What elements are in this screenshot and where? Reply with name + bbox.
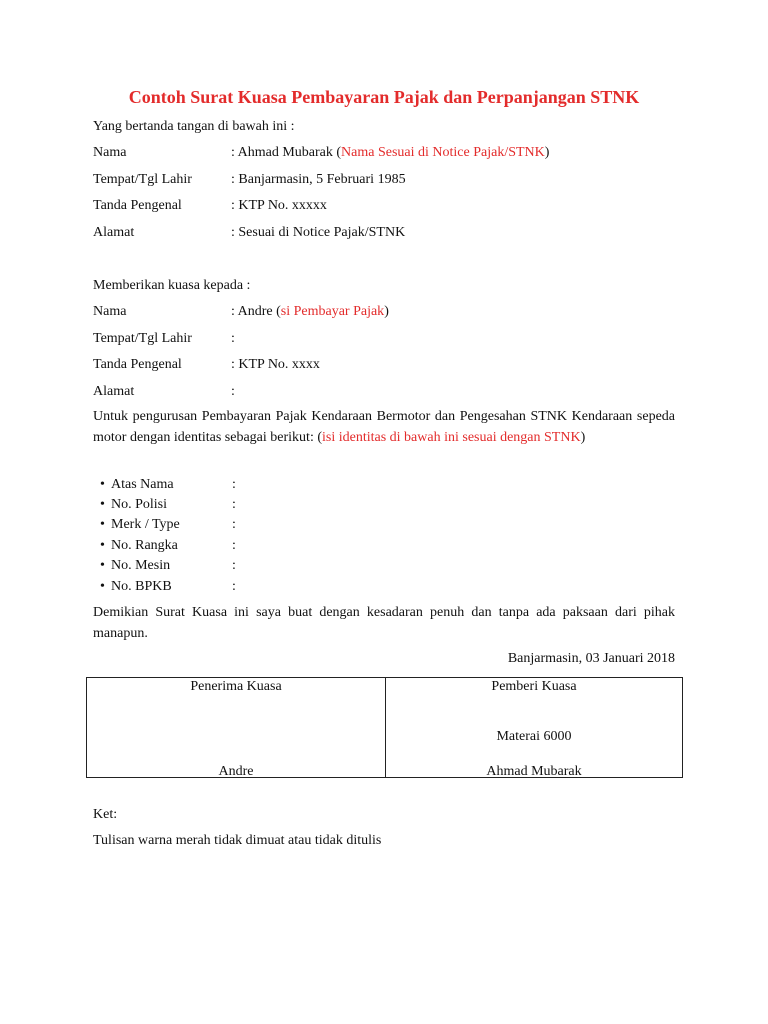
vehicle-item-colon: : xyxy=(232,517,236,532)
vehicle-item-label: Atas Nama xyxy=(111,477,174,492)
grantee-birth-value: : xyxy=(231,331,235,346)
document-title: Contoh Surat Kuasa Pembayaran Pajak dan Perpanjangan STNK xyxy=(128,87,640,107)
grantee-id-label: Tanda Pengenal xyxy=(93,357,182,372)
grantee-name-text: : Andre ( xyxy=(231,304,281,319)
place-date: Banjarmasin, 03 Januari 2018 xyxy=(507,651,675,666)
grantor-id-value: : KTP No. xxxxx xyxy=(231,198,327,213)
vehicle-item-label: No. BPKB xyxy=(111,579,172,594)
giver-name: Ahmad Mubarak xyxy=(486,764,582,779)
grantor-address-value: : Sesuai di Notice Pajak/STNK xyxy=(231,225,406,240)
vehicle-item-colon: : xyxy=(232,497,236,512)
giver-cell xyxy=(386,678,683,778)
grantor-name-suffix: ) xyxy=(544,145,550,160)
grantor-birth-label: Tempat/Tgl Lahir xyxy=(93,172,192,187)
list-bullet: • xyxy=(100,558,105,573)
closing-paragraph: Demikian Surat Kuasa ini saya buat dengan kesadaran penuh dan tanpa ada paksaan dari pihak manapun. xyxy=(93,605,675,641)
list-bullet: • xyxy=(100,538,105,553)
receiver-cell xyxy=(87,678,386,778)
vehicle-item-label: No. Rangka xyxy=(111,538,178,553)
grant-heading: Memberikan kuasa kepada : xyxy=(93,278,251,293)
grantee-birth-label: Tempat/Tgl Lahir xyxy=(93,331,192,346)
giver-label: Pemberi Kuasa xyxy=(491,679,577,694)
signature-table xyxy=(86,677,683,778)
grantee-name-value xyxy=(231,305,389,319)
grantee-name-label: Nama xyxy=(93,304,127,319)
vehicle-item-colon: : xyxy=(232,558,236,573)
vehicle-item-colon: : xyxy=(232,579,236,594)
grantor-address-label: Alamat xyxy=(93,225,135,240)
vehicle-item-colon: : xyxy=(232,477,236,492)
list-bullet: • xyxy=(100,477,105,492)
purpose-paragraph xyxy=(93,406,675,448)
purpose-text: Untuk pengurusan Pembayaran Pajak Kendaraan Bermotor dan Pengesahan STNK Kendaraan sepeda motor dengan identitas sebagai berikut: ( xyxy=(93,409,675,445)
grantor-name-text: : Ahmad Mubarak ( xyxy=(231,145,342,160)
grantee-name-suffix: ) xyxy=(384,304,389,319)
list-bullet: • xyxy=(100,579,105,594)
intro-text: Yang bertanda tangan di bawah ini : xyxy=(93,119,295,134)
list-bullet: • xyxy=(100,517,105,532)
vehicle-item-label: Merk / Type xyxy=(111,517,180,532)
grantee-id-value: : KTP No. xxxx xyxy=(231,357,320,372)
grantor-birth-value: : Banjarmasin, 5 Februari 1985 xyxy=(231,172,406,187)
vehicle-item-colon: : xyxy=(232,538,236,553)
grantee-name-note: si Pembayar Pajak xyxy=(280,304,385,319)
receiver-label: Penerima Kuasa xyxy=(190,679,282,694)
grantor-name-note: Nama Sesuai di Notice Pajak/STNK xyxy=(341,145,545,160)
grantee-address-value: : xyxy=(231,384,235,399)
vehicle-item-label: No. Mesin xyxy=(111,558,171,573)
purpose-note: isi identitas di bawah ini sesuai dengan STNK xyxy=(322,430,581,445)
vehicle-item-label: No. Polisi xyxy=(111,497,168,512)
grantor-id-label: Tanda Pengenal xyxy=(93,198,182,213)
grantor-name-value xyxy=(231,146,549,160)
purpose-suffix: ) xyxy=(580,430,586,445)
notes-heading: Ket: xyxy=(93,807,118,822)
list-bullet: • xyxy=(100,497,105,512)
receiver-name: Andre xyxy=(218,764,254,779)
grantor-name-label: Nama xyxy=(93,145,127,160)
grantee-address-label: Alamat xyxy=(93,384,135,399)
notes-text: Tulisan warna merah tidak dimuat atau tidak ditulis xyxy=(93,833,382,848)
stamp-text: Materai 6000 xyxy=(496,729,572,744)
